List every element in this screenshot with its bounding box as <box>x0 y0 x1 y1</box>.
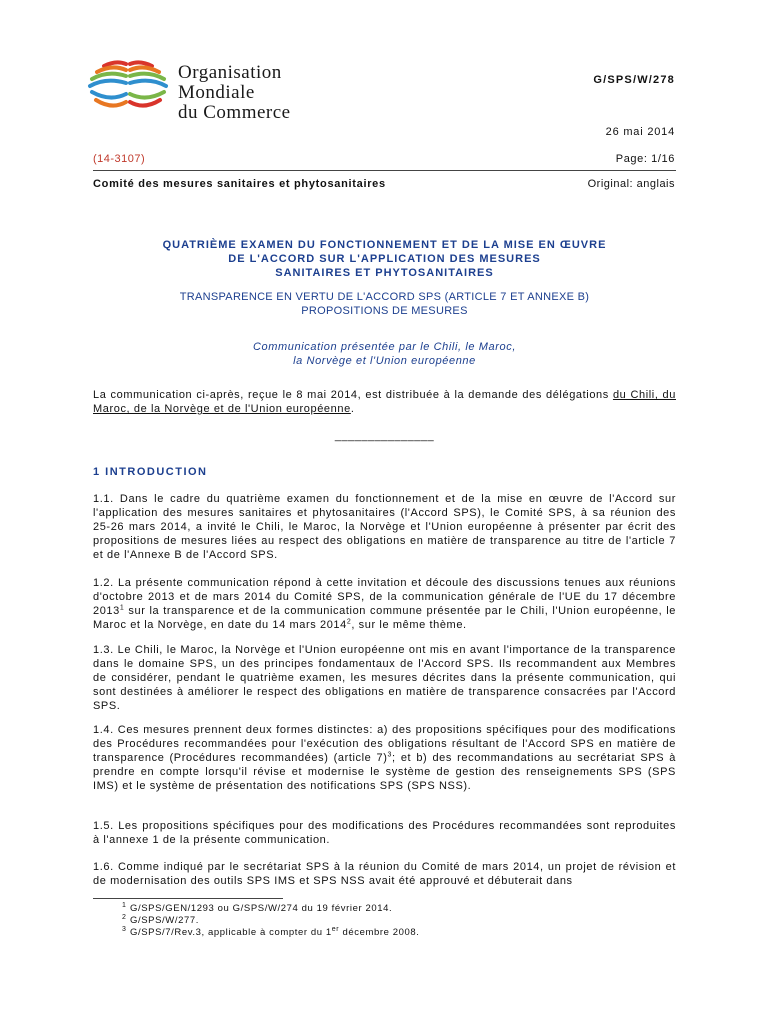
footnote-ref-3: 3 <box>387 751 393 759</box>
intro-end: . <box>350 403 355 415</box>
original-language: Original: anglais <box>587 178 675 190</box>
document-subtitle <box>93 290 676 318</box>
intro-paragraph <box>93 388 676 416</box>
document-date: 26 mai 2014 <box>605 126 675 138</box>
header-divider <box>93 170 676 171</box>
presented-line-1: Communication présentée par le Chili, le Maroc, <box>253 341 516 353</box>
paragraph-1-4: 1.4. Ces mesures prennent deux formes distinctes: a) des propositions spécifiques pour des modifications des Procédures recommandées pour l'exécution des obligations résultant de l'Accord SPS en matière de transparence (Procédures recommandées) (article 7)$^3$; et b) des recommandations au secrétariat SPS à prendre en compte lorsqu'il révise et modernise le système de gestion des renseignements SPS (SPS IMS) et le système de présentation des notifications SPS (SPS NSS). <box>93 724 676 792</box>
delegations-link: du Chili, du Maroc, de la Norvège et de l'Union européenne <box>93 389 676 415</box>
job-number: (14-3107) <box>93 153 146 165</box>
paragraph-1-5: 1.5. Les propositions spécifiques pour des modifications des Procédures recommandées sont reproduites à l'annexe 1 de la présente communication. <box>93 820 676 846</box>
paragraph-1-3: 1.3. Le Chili, le Maroc, la Norvège et l'Union européenne ont mis en avant l'importance de la transparence dans le domaine SPS, un des principes fondamentaux de l'Accord SPS. Ils recommandent aux Membres de considérer, pendant le quatrième examen, les mesures décrites dans la présente communication, qui sont destinées à améliorer le respect des obligations en matière de transparence consacrées par l'Accord SPS. <box>93 644 676 712</box>
paragraph-1-6: 1.6. Comme indiqué par le secrétariat SPS à la réunion du Comité de mars 2014, un projet de révision et de modernisation des outils SPS IMS et SPS NSS avait été approuvé et débuterait dans <box>93 861 676 887</box>
footnote-ref-2: 2 <box>346 618 352 626</box>
paragraph-1-2: 1.2. La présente communication répond à cette invitation et découle des discussions tenues aux réunions d'octobre 2013 et de mars 2014 du Comité SPS, de la communication générale de l'UE du 17 décembre 2013$^1$ sur la transparence et de la communication commune présentée par le Chili, l'Union européenne, le Maroc et la Norvège, en date du 14 mars 2014$^2$, sur le même thème. <box>93 577 676 631</box>
title-line-1: QUATRIÈME EXAMEN DU FONCTIONNEMENT ET DE LA MISE EN ŒUVRE <box>162 239 607 251</box>
document-title <box>93 238 676 280</box>
presented-by <box>93 340 676 368</box>
subtitle-line-1: TRANSPARENCE EN VERTU DE L'ACCORD SPS (ARTICLE 7 ET ANNEXE B) <box>179 291 590 303</box>
footnote-3: 3 G/SPS/7/Rev.3, applicable à compter du 1er décembre 2008. <box>122 925 420 938</box>
org-line-1: Organisation <box>178 62 282 83</box>
wto-logo <box>82 58 172 118</box>
footnote-1: 1 G/SPS/GEN/1293 ou G/SPS/W/274 du 19 février 2014. <box>122 902 393 914</box>
presented-line-2: la Norvège et l'Union européenne <box>293 355 476 367</box>
section-heading: 1 INTRODUCTION <box>93 466 208 478</box>
document-symbol: G/SPS/W/278 <box>593 74 675 86</box>
committee-name: Comité des mesures sanitaires et phytosanitaires <box>93 178 386 190</box>
title-line-3: SANITAIRES ET PHYTOSANITAIRES <box>275 267 494 279</box>
footnote-2: 2 G/SPS/W/277. <box>122 914 199 926</box>
subtitle-line-2: PROPOSITIONS DE MESURES <box>301 305 468 317</box>
intro-text: La communication ci-après, reçue le 8 mai 2014, est distribuée à la demande des délégations <box>93 389 613 401</box>
title-line-2: DE L'ACCORD SUR L'APPLICATION DES MESURES <box>228 253 541 265</box>
footnote-ref-1: 1 <box>119 604 125 612</box>
page-number: Page: 1/16 <box>615 153 675 165</box>
footnote-divider <box>93 898 283 899</box>
organisation-name <box>178 63 291 123</box>
wto-logo-icon <box>82 58 172 118</box>
paragraph-1-1: 1.1. Dans le cadre du quatrième examen du fonctionnement et de la mise en œuvre de l'Accord sur l'application des mesures sanitaires et phytosanitaires (l'Accord SPS), le Comité SPS, à sa réunion des 25-26 mars 2014, a invité le Chili, le Maroc, la Norvège et l'Union européenne à présenter par écrit des propositions de mesures liées au respect des obligations en matière de transparence au titre de l'article 7 et de l'Annexe B de l'Accord SPS. <box>93 493 676 561</box>
org-line-2: Mondiale <box>178 82 255 103</box>
separator: _______________ <box>334 430 435 442</box>
org-line-3: du Commerce <box>178 102 291 123</box>
